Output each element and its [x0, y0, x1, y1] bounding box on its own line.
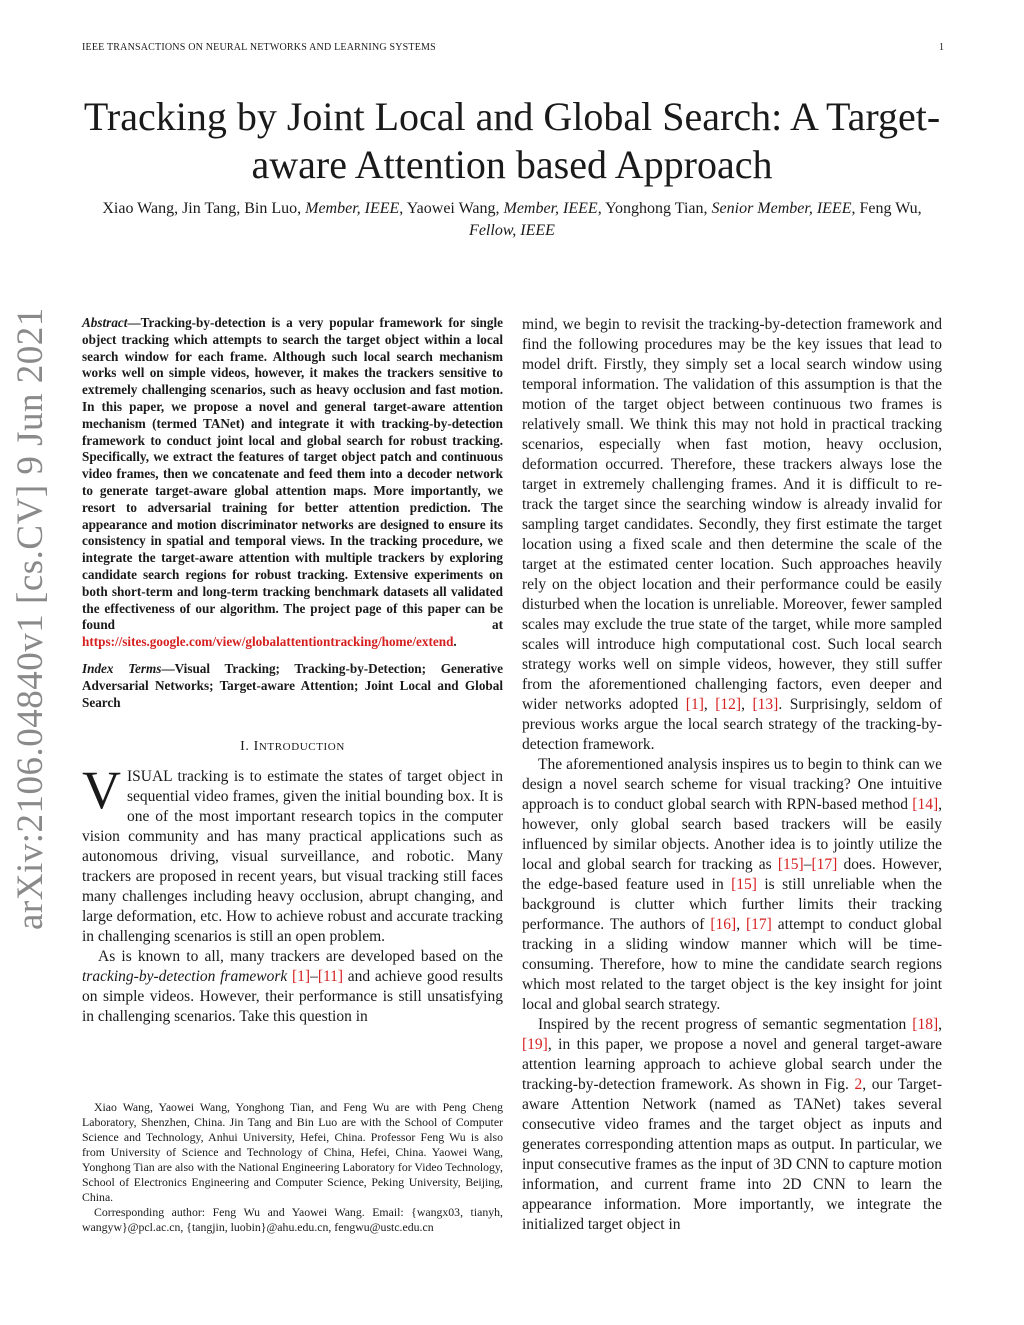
right-p2-text-a: The aforementioned analysis inspires us to begin to think can we design a novel search scheme for visual tracking? One intuitive approach is to conduct global search with RPN-based method	[522, 756, 942, 813]
footnotes	[82, 1100, 503, 1235]
intro-p2-text-a: As is known to all, many trackers are developed based on the	[98, 948, 503, 966]
intro-p2-text-b: and achieve good results on simple videos. However, their performance is still unsatisfying in challenging scenarios. Take this question in	[82, 968, 504, 1026]
index-terms	[82, 661, 503, 711]
author-grade-4: Fellow, IEEE	[469, 222, 555, 239]
intro-p2-emphasis: tracking-by-detection framework	[82, 968, 288, 986]
intro-p1-text: ISUAL tracking is to estimate the states of target object in sequential video frames, given the initial bounding box. It is one of the most important research topics in the computer vision community and has many practical applications such as autonomous driving, visual surveillance, and robotic. Many trackers are proposed in recent years, but visual tracking still faces many challenges including heavy occlusion, abrupt changing, and large deformation, etc. How to achieve robust and accurate tracking in challenging scenarios is still an open problem.	[82, 768, 503, 946]
section-heading-introduction	[82, 739, 503, 755]
right-p1-text-b: . Surprisingly, seldom of previous works argue the local search strategy of the tracking-by-detection framework.	[522, 696, 942, 753]
section-rest: NTRODUCTION	[258, 741, 345, 754]
abstract	[82, 315, 503, 651]
footnote-affiliations: Xiao Wang, Yaowei Wang, Yonghong Tian, and Feng Wu are with Peng Cheng Laboratory, Shenzhen, China. Jin Tang and Bin Luo are with the School of Computer Science and Technology, Anhui University, Hefei, China. Professor Feng Wu is also from University of Science and Technology of China, Hefei, China. Yaowei Wang, Yonghong Tian are also with the National Engineering Laboratory for Video Technology, School of Electronics Engineering and Computer Science, Peking University, Beijing, China.	[82, 1100, 503, 1204]
footnote-corresponding: Corresponding author: Feng Wu and Yaowei Wang. Email: {wangx03, tianyh, wangyw}@pcl.ac.cn, {tangjin, luobin}@ahu.edu.cn, fengwu@ustc.edu.cn	[82, 1205, 503, 1234]
left-column	[82, 315, 503, 1027]
drop-cap: V	[82, 760, 121, 821]
citation-1b[interactable]: [1]	[685, 696, 704, 713]
citation-16[interactable]: [16]	[710, 916, 737, 933]
right-p3-text-c: , our Target-aware Attention Network (named as TANet) takes several consecutive video frames and the target object as inputs and generates corresponding attention maps as output. In particular, we input consecutive frames as the input of 3D CNN to capture motion information, and current frame into 2D CNN to learn the appearance information. More importantly, we integrate the initialized target object in	[522, 1076, 942, 1233]
intro-paragraph-1	[82, 760, 503, 947]
running-head: IEEE TRANSACTIONS ON NEURAL NETWORKS AND LEARNING SYSTEMS	[82, 42, 436, 53]
right-p2-text-d: is still unreliable when the background is clutter which further limits their tracking performance. The authors of	[522, 876, 943, 933]
right-p1-text-a: mind, we begin to revisit the tracking-by-detection framework and find the following procedures may be the key issues that lead to model drift. Firstly, they simply set a local search window using temporal information. The validation of this assumption is that the motion of the target object between continuous two frames is relatively small. We think this may not hold in practical tracking scenarios, especially when fast motion, heavy occlusion, deformation occurred. Therefore, these trackers always lose the target in extremely challenging frames. And it is difficult to re-track the target since the searching window is already invalid for sampling target candidates. Secondly, they first estimate the target location using a fixed scale and then determine the scale of the target at the estimated center location. Such approaches heavily rely on the object location and their performance could be easily disturbed when the location is unreliable. Moreover, fewer sampled scales may exclude the true state of the target, while more sampled scales will introduce high computational cost. Such local search strategy works well on simple videos, however, they still suffer from the aforementioned challenging factors, even deeper and wider networks adopted	[522, 316, 942, 713]
citation-15[interactable]: [15]	[777, 856, 804, 873]
citation-dash: –	[310, 968, 318, 986]
right-p2-text-e: attempt to conduct global tracking in a sliding window manner which will be time-consuming. Therefore, how to mine the candidate search regions which most related to the target object is the key insight for joint local and global search strategy.	[522, 916, 942, 1013]
abstract-end: .	[453, 634, 457, 650]
right-p2-text-b: , however, only global search based trackers will be easily influenced by similar objects. Another idea is to jointly utilize the local and global search for tracking as	[522, 796, 942, 873]
author-grade-1: Member, IEEE	[305, 200, 400, 217]
paper-title: Tracking by Joint Local and Global Search: A Target-aware Attention based Approach	[83, 94, 941, 187]
author-grade-2: Member, IEEE	[503, 200, 598, 217]
right-p3-text-b: , in this paper, we propose a novel and general target-aware attention learning approach to achieve global search under the tracking-by-detection framework. As shown in Fig.	[522, 1036, 942, 1093]
citation-14[interactable]: [14]	[912, 796, 939, 813]
citation-11[interactable]: [11]	[317, 968, 344, 986]
section-initial: I	[253, 739, 259, 755]
citation-1[interactable]: [1]	[291, 968, 311, 986]
right-p3-text-a: Inspired by the recent progress of semantic segmentation	[538, 1016, 913, 1033]
citation-19[interactable]: [19]	[522, 1036, 548, 1053]
intro-paragraph-2	[82, 947, 503, 1027]
citation-12[interactable]: [12]	[715, 696, 742, 713]
author-names-1: Xiao Wang, Jin Tang, Bin Luo,	[102, 200, 306, 217]
project-page-link[interactable]: https://sites.google.com/view/globalattentiontracking/home/extend	[82, 634, 454, 650]
citation-18[interactable]: [18]	[912, 1016, 939, 1033]
index-terms-text: —Visual Tracking; Tracking-by-Detection; Generative Adversarial Networks; Target-aware Attention; Joint Local and Global Search	[82, 660, 503, 710]
abstract-text: —Tracking-by-detection is a very popular framework for single object tracking which attempts to search the target object within a local search window for each frame. Although such local search mechanism works well on simple videos, however, it makes the trackers sensitive to extremely challenging scenarios, such as heavy occlusion and fast motion. In this paper, we propose a novel and general target-aware attention mechanism (termed TANet) and integrate it with tracking-by-detection framework to conduct joint local and global search for robust tracking. Specifically, we extract the features of target object patch and continuous video frames, then we concatenate and feed them into a decoder network to generate target-aware global attention maps. More importantly, we resort to adversarial training for better attention prediction. The appearance and motion discriminator networks are designed to ensure its consistency in spatial and temporal views. In the tracking procedure, we integrate the target-aware attention with multiple trackers by exploring candidate search regions for robust tracking. Extensive experiments on both short-term and long-term tracking benchmark datasets all validated the effectiveness of our algorithm. The project page of this paper can be found at	[82, 315, 503, 633]
right-paragraph-3: Inspired by the recent progress of semantic segmentation [18], [19], in this paper, we propose a novel and general target-aware attention learning approach to achieve global search under the tracking-by-detection framework. As shown in Fig. 2, our Target-aware Attention Network (named as TANet) takes several consecutive video frames and the target object as inputs and generates corresponding attention maps as output. In particular, we input consecutive frames as the input of 3D CNN to capture motion information, and current frame into 2D CNN to learn the appearance information. More importantly, we integrate the initialized target object in	[522, 1016, 942, 1233]
author-names-2: , Yaowei Wang,	[399, 200, 504, 217]
author-list	[82, 198, 942, 242]
abstract-lead: Abstract	[82, 315, 128, 330]
right-p2-text-c: does. However, the edge-based feature used in	[522, 856, 942, 893]
citation-15b[interactable]: [15]	[731, 876, 757, 893]
citation-13[interactable]: [13]	[752, 696, 779, 713]
right-paragraph-1: mind, we begin to revisit the tracking-by-detection framework and find the following procedures may be the key issues that lead to model drift. Firstly, they simply set a local search window using temporal information. The validation of this assumption is that the motion of the target object between continuous two frames is relatively small. We think this may not hold in practical tracking scenarios, especially when fast motion, heavy occlusion, deformation occurred. Therefore, these trackers always lose the target in extremely challenging frames. And it is difficult to re-track the target since the searching window is already invalid for sampling target candidates. Secondly, they first estimate the target location using a fixed scale and then determine the scale of the target at the estimated center location. Such approaches heavily rely on the object location and their performance could be easily disturbed when the location is unreliable. Moreover, fewer sampled scales may exclude the true state of the target, while more sampled scales will introduce high computational cost. Such local search strategy works well on simple videos, however, they still suffer from the aforementioned challenging factors, even deeper and wider networks adopted [1], [12], [13]. Surprisingly, seldom of previous works argue the local search strategy of the tracking-by-detection framework.	[522, 316, 942, 753]
index-terms-lead: Index Terms	[82, 660, 162, 676]
citation-17b[interactable]: [17]	[746, 916, 772, 933]
citation-dash-2: –	[803, 856, 812, 873]
figure-ref-2[interactable]: 2	[854, 1076, 863, 1093]
author-grade-3: Senior Member, IEEE	[711, 200, 852, 217]
citation-17[interactable]: [17]	[811, 856, 838, 873]
author-names-3: , Yonghong Tian,	[597, 200, 712, 217]
citation-sep: ,	[736, 916, 747, 933]
section-numeral: I.	[240, 739, 254, 755]
right-paragraph-2	[522, 755, 942, 1015]
page-number: 1	[939, 42, 944, 53]
right-column	[522, 315, 942, 1235]
arxiv-stamp: arXiv:2106.04840v1 [cs.CV] 9 Jun 2021	[10, 307, 51, 930]
author-names-4: , Feng Wu,	[851, 200, 922, 217]
